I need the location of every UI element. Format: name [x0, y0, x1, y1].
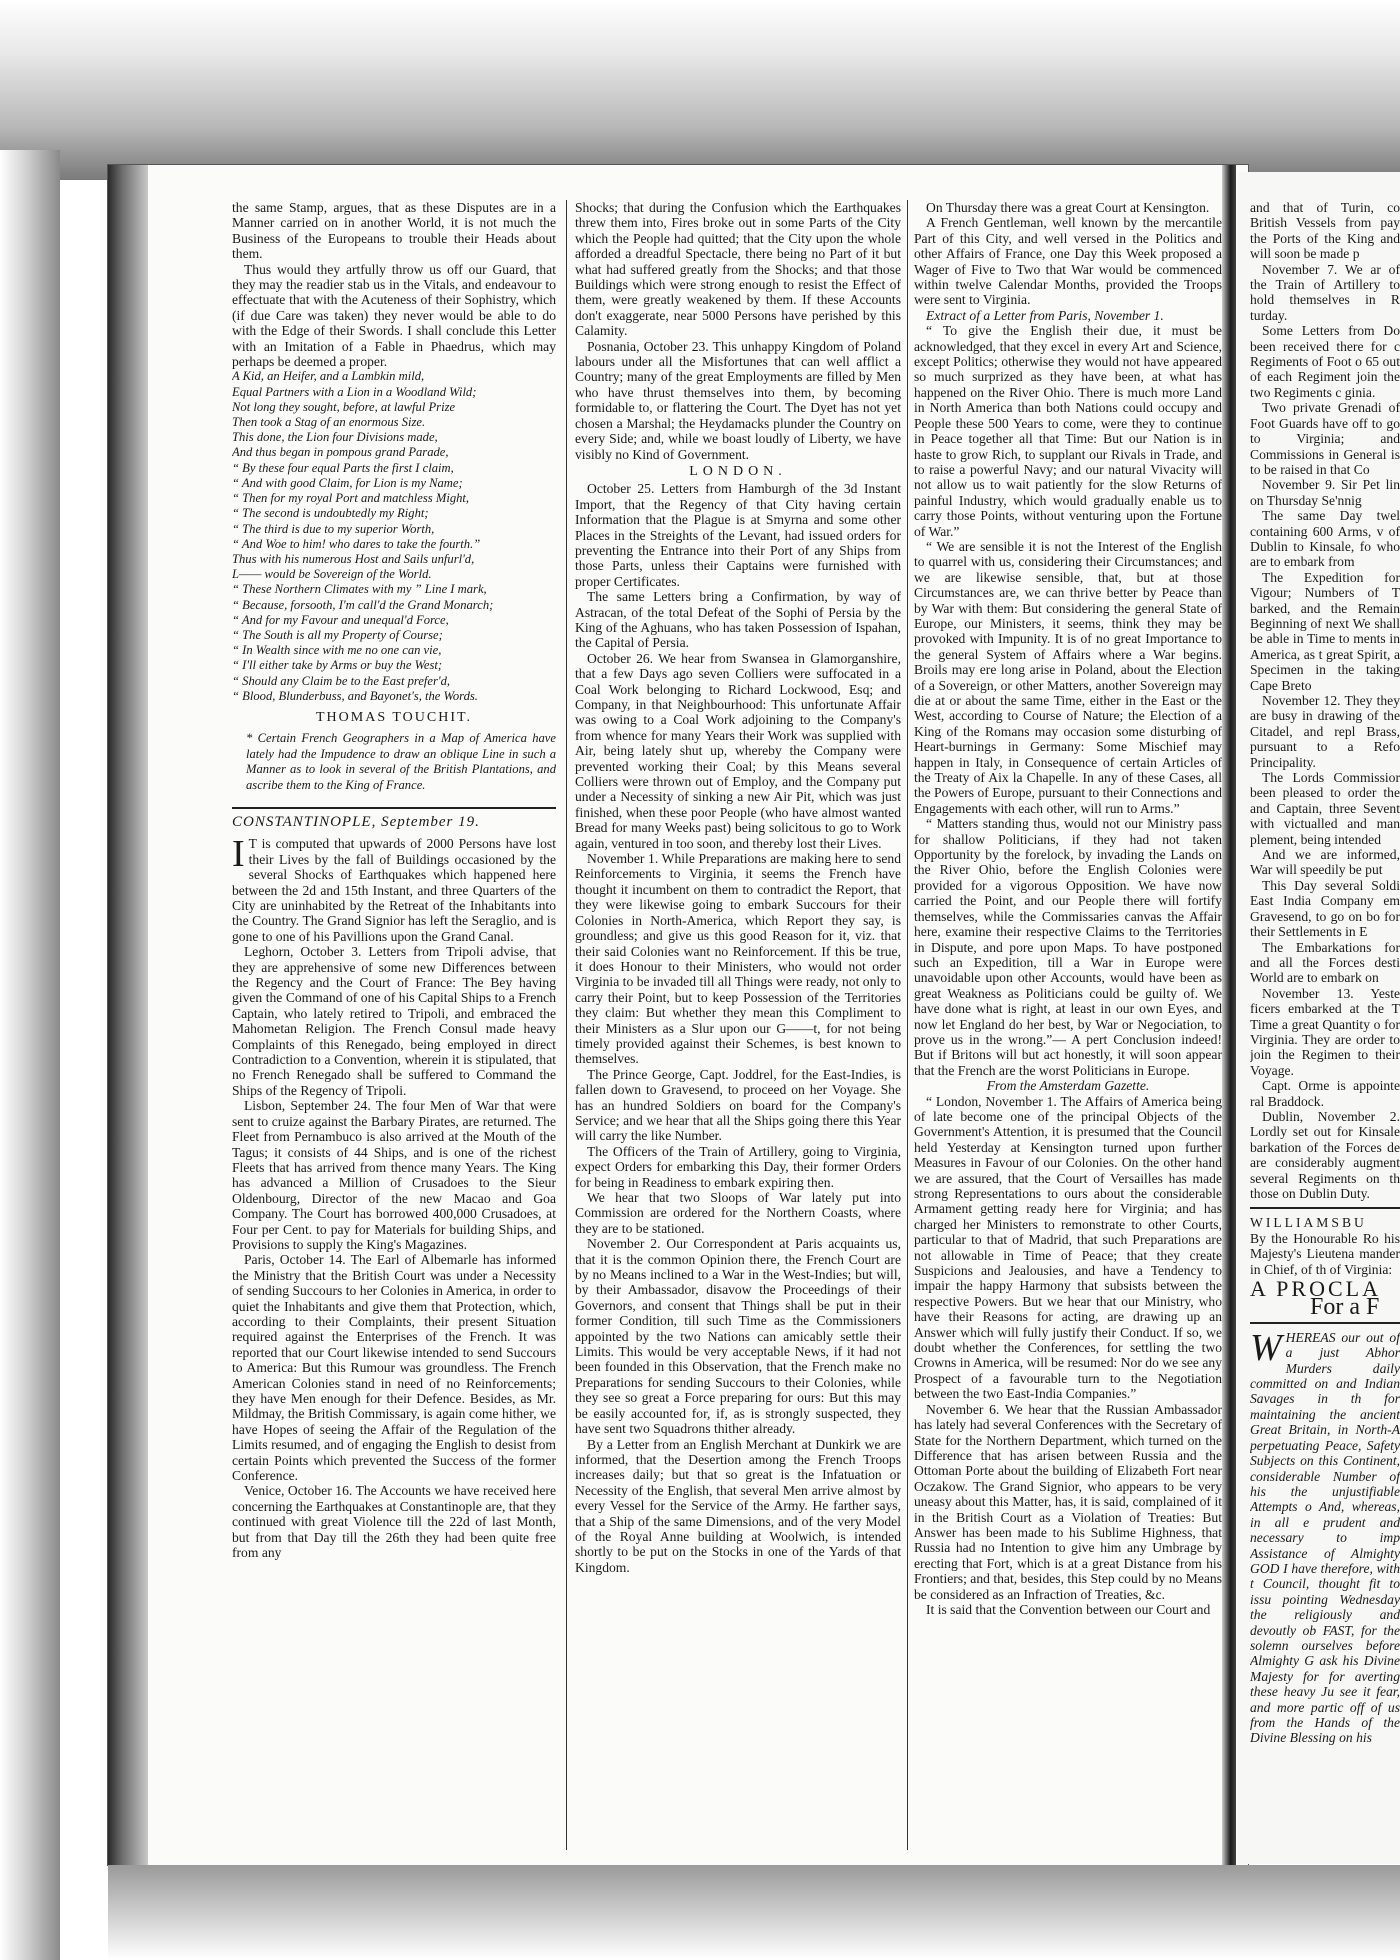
article-paragraph: A French Gentleman, well known by the mercantile Part of this City, and well versed in the Politics and other Affairs of France, one Day this Week proposed a Wager of Five to Two that War would be commenced within twelve Calendar Months, provided the Troops were sent to Virginia.	[914, 215, 1222, 308]
column-4-partial	[1250, 200, 1400, 1860]
scan-top-shadow	[0, 0, 1400, 180]
article-paragraph: Venice, October 16. The Accounts we have received here concerning the Earthquakes at Constantinople are, that they continued with great Violence till the 22d of last Month, but from that Day till the 26th they had been quite free from any	[232, 1483, 556, 1561]
article-paragraph: October 25. Letters from Hamburgh of the 3d Instant Import, that the Regency of that City having certain Information that the Plague is at Smyrna and some other Places in the Streights of the Levant, had issued orders for preventing the Entrance into their Port of any Ships from those Parts, unless their Captains were furnished with proper Certificates.	[575, 481, 901, 589]
article-paragraph: This Day several Soldi East India Company em Gravesend, to go on bo for their Settlements in E	[1250, 877, 1400, 940]
poem-line: “ The South is all my Property of Course;	[232, 627, 443, 642]
article-paragraph: Thus would they artfully throw us off our Guard, that they may the readier stab us in the Vitals, and endeavour to effectuate that with the Acuteness of their Sophistry, which (if due Care was taken) they never would be able to do with the Edge of their Swords. I shall conclude this Letter with an Imitation of a Fable in Phaedrus, which may perhaps be deemed a proper.	[232, 261, 556, 370]
poem-line: “ By these four equal Parts the first I claim,	[232, 460, 454, 475]
article-paragraph: “ We are sensible it is not the Interest of the English to quarrel with us, considering their Circumstances; and we are likewise sensible, that, but at those Circumstances are, we can thrive better by Peace than by War with them: But considering the general State of Europe, our Ministers, it seems, think they may be provoked with Impunity. It is of no great Importance to the general System of Affairs where a War begins. Broils may ere long arise in Poland, about the Election of a Sovereign, or other Matters, another Sovereign may die at or about the same Time, either in the East or the West, according to Course of Nature; the Election of a King of the Romans may occasion some disturbing of Heart-burnings in Germany: Some Mischief may happen in Italy, in Consequence of certain Articles of the Treaty of Aix la Chapelle. In any of these Cases, all the Powers of Europe, pursuant to their Connections and Engagements with each other, will run to Arms.”	[914, 538, 1222, 816]
article-paragraph: The Officers of the Train of Artillery, going to Virginia, expect Orders for embarking this Day, their former Orders for being in Readiness to embark expiring then.	[575, 1143, 901, 1190]
article-paragraph: The same Day twel containing 600 Arms, v of Dublin to Kinsale, fo who are to embark from	[1250, 508, 1400, 570]
dateline: CONSTANTINOPLE, September 19.	[232, 813, 480, 830]
poem-line: “ I'll either take by Arms or buy the West;	[232, 658, 443, 673]
column-rule	[907, 200, 908, 1850]
article-paragraph: Two private Grenadi of Foot Guards have off to go to Virginia; and Commissions in General is to be raised in that Co	[1250, 400, 1400, 477]
article-paragraph: Dublin, November 2. Lordly set out for Kinsale barkation of the Forces de are considerably augment several Regiments on th those on Dublin Duty.	[1250, 1108, 1400, 1201]
section-heading: LONDON.	[689, 463, 787, 479]
column-2	[575, 200, 901, 1860]
drop-cap: W	[1250, 1326, 1282, 1369]
source-heading: From the Amsterdam Gazette.	[986, 1078, 1150, 1094]
article-paragraph: November 12. They they are busy in drawing of the Citadel, and repl Brass, pursuant to a Refo Principality.	[1250, 693, 1400, 770]
article-paragraph: By a Letter from an English Merchant at Dunkirk we are informed, that the Desertion among the French Troops increases daily; but that so great is the Infatuation or Necessity of the English, that several Men arrive almost by every Vessel for the Service of the Army. He farther says, that a Ship of the same Dimensions, and of the very Model of the Royal Anne building at Woolwich, is intended shortly to be put on the Stocks in one of the Yards of that Kingdom.	[575, 1436, 901, 1575]
article-paragraph: It is said that the Convention between our Court and	[926, 1601, 1211, 1617]
article-paragraph: Capt. Orme is appointe ral Braddock.	[1250, 1078, 1400, 1109]
extract-heading: Extract of a Letter from Paris, November 1.	[926, 307, 1164, 323]
article-paragraph: November 1. While Preparations are making here to send Reinforcements to Virginia, it seems the French have thought it incumbent on them to contradict the Report, that they were likewise going to embark Succours for their Colonies in North-America, which Report they say, is groundless; and give us this good Reason for it, viz. that their said Colonies want no Reinforcement. If this be true, it does Honour to their Ministers, who would not order Virginia to be invaded till all Things were ready, not only to carry their Point, but to keep Possession of the Territories they claim: But whether they mean this Compliment to their Ministers as a Slur upon our G——t, for not being timely provided against their Schemes, is best known to themselves.	[575, 851, 901, 1067]
article-paragraph: The same Letters bring a Confirmation, by way of Astracan, of the total Defeat of the Sophi of Persia by the King of the Aghuans, who has taken Possession of Ispahan, the Capital of Persia.	[575, 589, 901, 651]
proclamation-heading: A PROCLA	[1250, 1276, 1381, 1302]
poem-line: “ Should any Claim be to the East prefer'd,	[232, 673, 451, 688]
scan-bottom-shadow	[108, 1865, 1400, 1960]
footnote: * Certain French Geographers in a Map of America have lately had the Impudence to draw an oblique Line in such a Manner as to look in several of the British Plantations, and ascribe them to the King of France.	[246, 731, 556, 792]
poem-line: Then took a Stag of an enormous Size.	[232, 415, 426, 430]
signature: THOMAS TOUCHIT.	[315, 709, 472, 725]
section-heading: WILLIAMSBU	[1250, 1215, 1367, 1231]
article-paragraph: and that of Turin, co British Vessels from pay the Ports of the King and will soon be made p	[1250, 200, 1400, 262]
poem-line: “ These Northern Climates with my ” Line I mark,	[232, 582, 487, 597]
article-paragraph: The Lords Commissior been pleased to order the and Captain, three Sevent with victualled and man plement, being intended	[1250, 770, 1400, 847]
article-text: T is computed that upwards of 2000 Persons have lost their Lives by the fall of Buildings occasioned by the several Shocks of Earthquakes which happened here between the 2d and 15th Instant, and three Quarters of the City are uninhabited by the Retreat of the Inhabitants into the Country. The Grand Signior has left the Seraglio, and is gone to one of his Pavillions upon the Grand Canal.	[232, 836, 556, 944]
poem-line: “ In Wealth since with me no one can vie,	[232, 643, 442, 658]
article-paragraph: November 9. Sir Pet lin on Thursday Se'nnig	[1250, 477, 1400, 508]
scan-left-shadow	[0, 150, 60, 1960]
column-3	[914, 200, 1222, 1860]
article-paragraph: Some Letters from Do been received there for c Regiments of Foot o 65 out of each Regiment join the two Regiments c ginia.	[1250, 323, 1400, 400]
article-paragraph: October 26. We hear from Swansea in Glamorganshire, that a few Days ago seven Colliers were suffocated in a Coal Work belonging to Richard Lockwood, Esq; and Company, in that Neighbourhood: This unfortunate Affair was owing to a Coal Work adjoining to the Company's from whence for many Years their Work was supplied with Air, being lately shut up, whereby the Company were prevented working their Coal; by this Means several Colliers were thrown out of Employ, and the Company put under a Necessity of sinking a new Air Pit, which was just finished, when these poor People (who have almost wanted Bread for many Weeks past) being solicitous to go to Work again, ventured in too soon, and thereby lost their Lives.	[575, 650, 901, 851]
poem-line: “ And with good Claim, for Lion is my Name;	[232, 475, 463, 490]
page-fold-edge	[1222, 165, 1236, 1865]
poem-line: L—— would be Sovereign of the World.	[232, 567, 432, 582]
poem-line: “ Then for my royal Port and matchless Might,	[232, 491, 470, 506]
column-1	[232, 200, 556, 1860]
poem-line: Not long they sought, before, at lawful Prize	[232, 399, 456, 414]
article-paragraph: And we are informed, War will speedily be put	[1250, 847, 1400, 878]
article-paragraph: The Expedition for Vigour; Numbers of T barked, and the Remain Beginning of next We shall be able in Time to ments in America, as t great Spirit, a Specimen in the taking Cape Breto	[1250, 569, 1400, 693]
poem-line: “ Because, forsooth, I'm call'd the Grand Monarch;	[232, 597, 494, 612]
article-paragraph	[1250, 1326, 1400, 1746]
poem	[232, 369, 556, 703]
article-paragraph: Shocks; that during the Confusion which the Earthquakes threw them into, Fires broke out in some Parts of the City which the People had quitted; that the City upon the whole afforded a dreadful Spectacle, there being no Part of it but what had suffered greatly from the Shocks; and that those Buildings which were strong enough to resist the Effect of them, were greatly weakened by them. If these Accounts don't exaggerate, near 5000 Persons have perished by this Calamity.	[575, 200, 901, 339]
article-paragraph: By the Honourable Ro his Majesty's Lieutena mander in Chief, of th of Virginia:	[1250, 1230, 1400, 1277]
poem-line: Thus with his numerous Host and Sails unfurl'd,	[232, 551, 475, 566]
poem-line: “ The third is due to my superior Worth,	[232, 521, 435, 536]
article-paragraph: The Embarkations for and all the Forces desti World are to embark on	[1250, 939, 1400, 986]
article-paragraph: November 6. We hear that the Russian Ambassador has lately had several Conferences with the Secretary of State for the Northern Department, which turned on the Difference that has arisen between Russia and the Ottoman Porte about the building of Elizabeth Fort near Oczakow. The Grand Signior, who appears to be very uneasy about this Matter, has, it is said, complained of it in the British Court as a Violation of Treaties: But Answer has been made to his Sublime Highness, that Russia had no Intention to give him any Umbrage by erecting that Fort, which is at a great Distance from his Frontiers; and that, besides, this Step could by no Means be considered as an Infraction of Treaties, &c.	[914, 1401, 1222, 1602]
poem-line: Equal Partners with a Lion in a Woodland Wild;	[232, 384, 477, 399]
poem-line: “ Blood, Blunderbuss, and Bayonet's, the Words.	[232, 688, 478, 703]
poem-line: A Kid, an Heifer, and a Lambkin mild,	[232, 369, 425, 384]
article-paragraph	[232, 833, 556, 944]
article-paragraph: November 13. Yeste ficers embarked at the T Time a great Quantity o for Virginia. They are order to join the Regimen to their Voyage.	[1250, 985, 1400, 1078]
poem-line: “ And for my Favour and unequal'd Force,	[232, 612, 449, 627]
article-paragraph: The Prince George, Capt. Joddrel, for the East-Indies, is fallen down to Gravesend, to proceed on her Voyage. She has an hundred Soldiers on board for the Company's Service; and we hear that all the Ships going there this Year will carry the like Number.	[575, 1066, 901, 1144]
article-paragraph: November 2. Our Correspondent at Paris acquaints us, that it is the common Opinion there, the French Court are by no Means inclined to a War in the West-Indies; but will, by their Ambassador, disavow the Proceedings of their Governors, and consent that Things shall be put in their former Condition, till such Time as the Commissioners appointed by the two Nations can amicably settle their Limits. This would be very acceptable News, if it had not been founded in this Observation, that the French make no Preparations for sending Succours to their Colonies, while they see so great a Force preparing for ours: But this may be easily accounted for, if, as is strongly suspected, they have sent two Squadrons thither already.	[575, 1236, 901, 1437]
article-paragraph: On Thursday there was a great Court at Kensington.	[926, 200, 1210, 215]
article-paragraph: We hear that two Sloops of War lately put into Commission are ordered for the Northern Coasts, where they are to be stationed.	[575, 1190, 901, 1236]
article-text: HEREAS our out of a just Abhor Murders daily committed on and Indian Savages in th for maintaining the ancient Great Britain, in North-A perpetuating Peace, Safety Subjects on this Continent, considerable Number of his the unjustifiable Attempts o And, whereas, in all e prudent and necessary to imp Assistance of Almighty GOD I have therefore, with t Council, thought fit to issu pointing Wednesday the religiously and devoutly ob FAST, for the solemn ourselves before Almighty G ask his Divine Majesty for for averting these heavy Ju see it fear, and more partic off of us from the Hands of the Divine Blessing on his	[1250, 1329, 1400, 1746]
article-paragraph: “ To give the English their due, it must be acknowledged, that they excel in every Art and Science, except Politics; otherwise they would not have appeared so much surprized as they have been, at what has happened on the River Ohio. There is much more Land in North America than both Nations could occupy and People these 500 Years to come, were they to continue in Peace together all that Time: But our Nation is in haste to grow Rich, to supplant our Rivals in Trade, and to raise a powerful Navy; and our natural Vivacity will not allow us to wait patiently for the slow Returns of painful Industry, which would gradually enable us to carry those Points, without venturing upon the Fortune of War.”	[914, 323, 1222, 539]
article-paragraph: the same Stamp, argues, that as these Disputes are in a Manner carried on in another World, it is not much the Business of the Europeans to trouble their Heads about them.	[232, 200, 556, 262]
article-paragraph: Paris, October 14. The Earl of Albemarle has informed the Ministry that the British Court was under a Necessity of sending Succours to her Colonies in America, in order to quiet the Inhabitants and give them that Protection, which, according to their Complaints, their present Situation required against the Enterprises of the French. It was reported that our Court likewise intended to send Succours to America: But this Rumour was groundless. The French American Colonies stand in need of no Reinforcements; they have Men enough for their Defence. Besides, as Mr. Mildmay, the British Commissary, is again come hither, we have Hopes of seeing the Affair of the Regulation of the Limits resumed, and of engaging the English to desist from certain Points which prevented the Success of the former Conference.	[232, 1252, 556, 1484]
article-paragraph: Lisbon, September 24. The four Men of War that were sent to cruize against the Barbary Pirates, are returned. The Fleet from Pernambuco is also arrived at the Mouth of the Tagus; it consists of 44 Ships, and is one of the richest Fleets that has arrived from thence many Years. The King has advanced a Million of Crusadoes to the Sieur Oldenbourg, Director of the new Macao and Goa Company. The Court has borrowed 400,000 Crusadoes, at Four per Cent. to pay for Materials for building Ships, and Provisions to supply the King's Magazines.	[232, 1098, 556, 1252]
section-divider	[1250, 1322, 1400, 1324]
article-paragraph: Leghorn, October 3. Letters from Tripoli advise, that they are apprehensive of some new Differences between the Regency and the Court of France: The Bey having given the Command of one of his Capital Ships to a French Captain, who lately retired to Tripoli, and embraced the Mahometan Religion. The French Consul made heavy Complaints of this Renegado, being employed in direct Contradiction to a Convention, wherein it is stipulated, that no French Renegado shall be suffered to Command the Ships of the Regency of Tripoli.	[232, 944, 556, 1098]
poem-line: “ And Woe to him! who dares to take the fourth.”	[232, 536, 481, 551]
poem-line: And thus began in pompous grand Parade,	[232, 445, 449, 460]
column-rule	[566, 200, 567, 1850]
page-binding-gutter	[108, 165, 148, 1865]
article-paragraph: November 7. We ar of the Train of Artillery to hold themselves in R turday.	[1250, 261, 1400, 323]
section-divider	[232, 807, 556, 809]
article-paragraph: Posnania, October 23. This unhappy Kingdom of Poland labours under all the Misfortunes that can well afflict a Country; many of the great Employments are filled by Men who have thrust themselves into them, by becoming formidable to, or flattering the Court. The Dyet has not yet chosen a Marshal; the Heydamacks plunder the Country on every Side; and, while we boast loudly of Liberty, we have visibly no Kind of Government.	[575, 338, 901, 462]
section-divider	[1250, 1207, 1400, 1209]
poem-line: This done, the Lion four Divisions made,	[232, 430, 438, 445]
article-paragraph: “ Matters standing thus, would not our Ministry pass for shallow Politicians, if they had not taken Opportunity by the forelock, by invading the Lands on the River Ohio, before the English Colonies were provided for a vigorous Opposition. We have now carried the Point, and our People there will fortify themselves, while the Commissaries canvas the Affair here, examine their respective Claims to the Territories in Dispute, and pore upon Maps. To have postponed such an Expedition, till a War in Europe were unavoidable upon other Accounts, would have been as great Weakness as Politicians could be guilty of. We have done what is right, at least in our own Eyes, and now let England do her best, by War or Negociation, to prove us in the wrong.”— A pert Conclusion indeed! But if Britons will but act honestly, it will soon appear that the French are the worst Politicians in Europe.	[914, 816, 1222, 1078]
article-paragraph: “ London, November 1. The Affairs of America being of late become one of the principal Objects of the Government's Attention, it is presumed that the Council held Yesterday at Kensington turned upon further Measures in Favour of our Colonies. On the other hand we are assured, that the Court of Versailles has made strong Representations to ours about the considerable Armament getting ready here for Virginia; and has charged her Ministers to remonstrate to other Courts, particular to that of Madrid, that such Preparations are not allowable in Time of Peace; that they create Suspicions and Jealousies, and have a Tendency to impair the happy Harmony that subsists between the respective Powers. But we hear that our Ministry, who have their Reasons for acting, are drawing up an Answer which will fully justify their Conduct. If so, we doubt whether the Conferences, for settling the two Crowns in America, will be resumed: Nor do we see any Prospect of a favourable turn to the Negotiation between the two East-India Companies.”	[914, 1093, 1222, 1402]
poem-line: “ The second is undoubtedly my Right;	[232, 506, 429, 521]
proclamation-subheading: For a F	[1310, 1294, 1380, 1321]
drop-cap: I	[232, 833, 245, 876]
